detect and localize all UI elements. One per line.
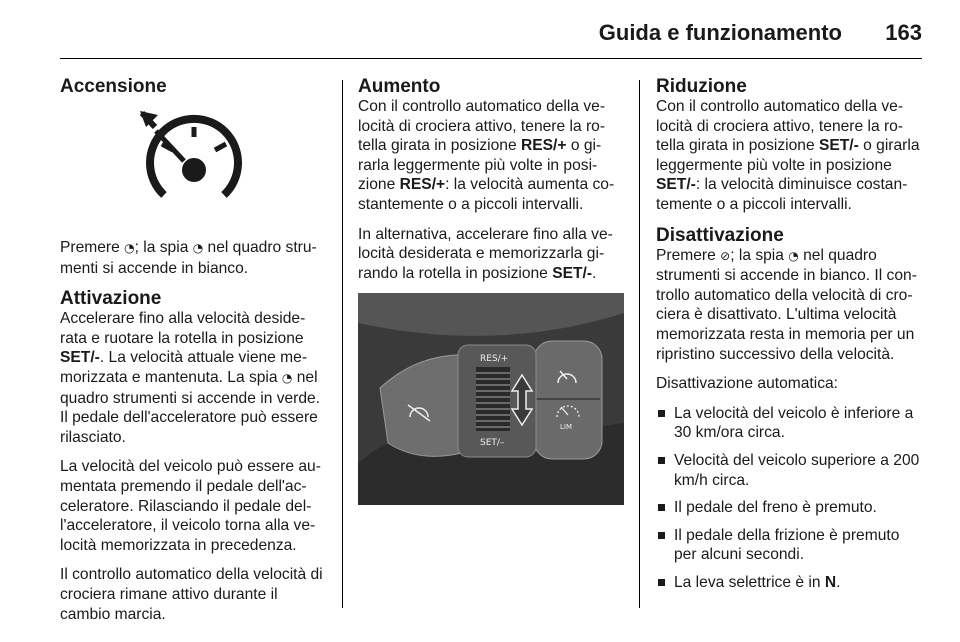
list-item: La leva selettrice è in N.	[656, 573, 924, 593]
column-divider	[639, 80, 640, 608]
cruise-control-off-icon: ⊘	[720, 248, 731, 263]
column-divider	[342, 80, 343, 608]
paragraph: In alternativa, accelerare fino alla ve-locità desiderata e memorizzarla gi-rando la rotella in posizione SET/-.	[358, 225, 613, 282]
column-middle	[358, 76, 624, 505]
heading-accensione: Accensione	[60, 76, 167, 97]
list-item: Il pedale del freno è premuto.	[656, 498, 924, 518]
bullet-list	[656, 404, 924, 593]
column-right	[656, 76, 924, 600]
photo-label-set: SET/–	[480, 438, 505, 449]
paragraph: Premere ⊘; la spia ◔ nel quadro strumenti si accende in bianco. Il con-trollo automatico della velocità di cro-ciera è disattivato. L'ultima velocità memorizzata resta in memoria per un ripristino successivo della velocità.	[656, 246, 917, 363]
paragraph: Con il controllo automatico della ve-locità di crociera attivo, tenere la ro-tella girata in posizione RES/+ o gi-rarla leggermente più volte in posi-zione RES/+: la velocità aumenta co-stantemente o a piccoli intervalli.	[358, 98, 615, 213]
cruise-control-icon: ◔	[788, 248, 799, 263]
cruise-control-illustration	[60, 97, 328, 212]
paragraph: Disattivazione automatica:	[656, 375, 839, 393]
paragraph: Il controllo automatico della velocità di crociera rimane attivo durante il cambio marcia.	[60, 566, 323, 623]
cruise-control-icon: ◔	[124, 241, 135, 255]
heading-aumento: Aumento	[358, 76, 441, 97]
photo-label-res: RES/+	[480, 354, 509, 365]
paragraph: Premere ◔; la spia ◔ nel quadro stru-menti si accende in bianco.	[60, 239, 317, 277]
heading-disattivazione: Disattivazione	[656, 224, 784, 246]
list-item: Velocità del veicolo superiore a 200 km/h circa.	[656, 451, 924, 490]
cruise-control-icon: ◔	[281, 370, 293, 385]
list-item: La velocità del veicolo è inferiore a 30 km/ora circa.	[656, 404, 924, 443]
heading-attivazione: Attivazione	[60, 288, 162, 310]
page-number: 163	[885, 20, 922, 45]
photo-label-lim: LIM	[560, 423, 573, 432]
cruise-control-icon	[60, 97, 328, 212]
section-title: Guida e funzionamento	[598, 20, 842, 45]
column-left	[60, 76, 328, 634]
paragraph: Con il controllo automatico della ve-locità di crociera attivo, tenere la ro-tella girata in posizione SET/- o girarla leggermente più volte in posizione SET/-: la velocità diminuisce costan-temente o a piccoli intervalli.	[656, 98, 920, 213]
page-header	[60, 18, 922, 59]
heading-riduzione: Riduzione	[656, 76, 747, 97]
paragraph: Accelerare fino alla velocità deside-rata e ruotare la rotella in posizione SET/-. La velocità attuale viene me-morizzata e mantenuta. La spia ◔ nel quadro strumenti si accende in verde. Il pedale dell'acceleratore può essere rilasciato.	[60, 310, 321, 446]
paragraph: La velocità del veicolo può essere au-mentata premendo il pedale dell'ac-celeratore. Rilasciando il pedale del-l'acceleratore, il veicolo torna alla ve-locità memorizzata in precedenza.	[60, 458, 321, 554]
list-item: Il pedale della frizione è premuto per alcuni secondi.	[656, 526, 924, 565]
steering-wheel-controls-photo	[358, 293, 624, 505]
cruise-control-icon: ◔	[192, 241, 204, 255]
